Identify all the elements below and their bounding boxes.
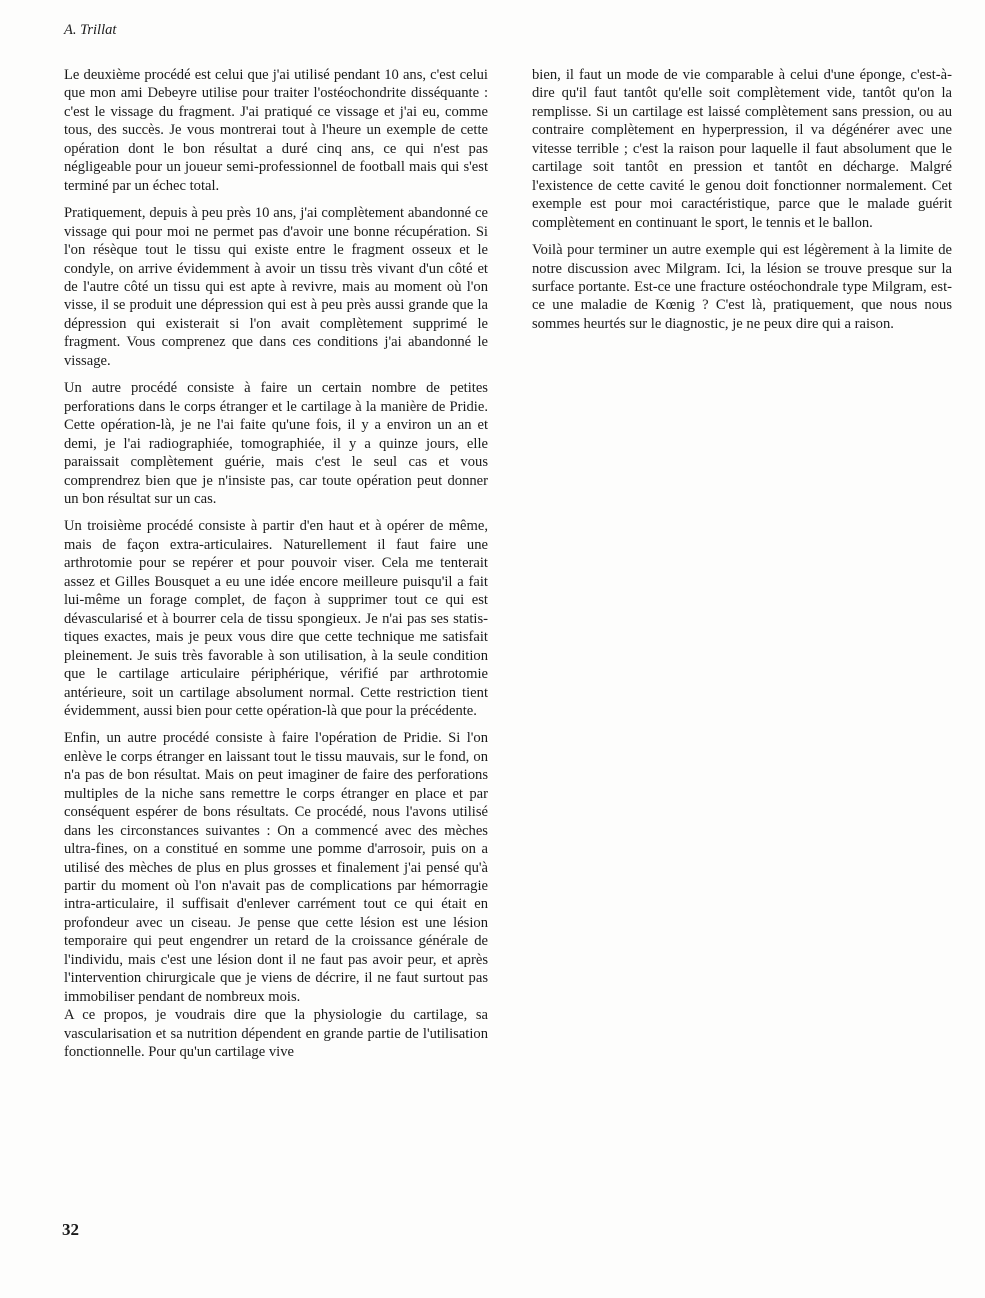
paragraph-physiologie-cartilage: A ce propos, je voudrais dire que la physiologie du cartilage, sa vascularisation et sa nutrition dépendent en grande partie de l'utilisation fonctionnelle. Pour qu'un cartilage vive xyxy=(64,1007,488,1061)
right-column xyxy=(532,66,952,342)
paragraph-abandon-vissage: Pratiquement, depuis à peu près 10 ans, j'ai complètement abandonné ce vissage qui pour moi ne permet pas d'avoir une bonne récupération. Si l'on résèque tout le tissu qui existe entre le fragment osseux et le condyle, on arrive évidemment à avoir un tissu très vivant d'un côté et de l'autre côté un tissu qui est apte à revivre, mais au moment où l'on visse, il se produit une dépression qui est à peu près aussi grande que la dépression qui existerait si l'on avait complètement supprimé le fragment. Vous comprenez que dans ces conditions j'ai abandonné le vissage. xyxy=(64,205,488,369)
paragraph-eponge: bien, il faut un mode de vie comparable à celui d'une éponge, c'est-à-dire qu'il faut tantôt qu'elle soit complètement vide, tantôt qu'on la remplisse. Si un cartilage est laissé complètement sans pression, ou au contraire complètement en hyperpression, il va dégénérer avec une vitesse terrible ; c'est la raison pour laquelle il faut absolument que le cartilage soit tantôt en pression et tantôt en décharge. Malgré l'existence de cette cavité le genou doit fonctionner normalement. Cet exemple est pour moi caractéristique, parce que le malade guérit complètement en continuant le sport, le tennis et le ballon. xyxy=(532,67,952,231)
page-number: 32 xyxy=(62,1220,79,1239)
paragraph-operation-pridie: Enfin, un autre procédé consiste à faire l'opération de Pridie. Si l'on enlève le corps étranger en laissant tout le tissu mauvais, sur le fond, on n'a pas de bon résultat. Mais on peut imaginer de faire des perforations multiples de la niche sans remettre le corps étranger en place et par conséquent espérer de bons résultats. Ce procédé, nous l'avons utilisé dans les circonstances suivantes : On a commencé avec des mèches ultra-fines, on a constitué en somme une pomme d'arrosoir, puis on a utilisé des mèches de plus en plus grosses et finalement j'ai pensé qu'à partir du moment où l'on n'avait pas de complications par hémorragie intra-articulaire, il suffisait d'enlever carrément tout ce qui était en profondeur avec un ciseau. Je pense que cette lésion est une lésion temporaire qui peut engendrer un retard de la croissance générale de l'individu, mais c'est une lésion dont il ne faut pas avoir peur, et après l'intervention chirurgicale que je viens de décrire, il ne faut surtout pas immobiliser pendant de nombreux mois. xyxy=(64,730,488,1005)
paragraph-vissage: Le deuxième procédé est celui que j'ai utilisé pendant 10 ans, c'est celui que mon ami Debeyre utilise pour traiter l'ostéochondrite disséquante : c'est le vissage du fragment. J'ai pratiqué ce vissage et j'ai eu, comme tous, des succès. Je vous montrerai tout à l'heure un exemple de cette opération dont le bon résultat a duré cinq ans, ce qui n'est pas négligeable pour un joueur semi-professionnel de football mais qui s'est terminé par un échec total. xyxy=(64,67,488,194)
paragraph-dernier-exemple: Voilà pour terminer un autre exemple qui est légèrement à la limite de notre discussion avec Milgram. Ici, la lésion se trouve presque sur la surface portante. Est-ce une fracture ostéochondrale type Milgram, est-ce une maladie de Kœnig ? C'est là, pratiquement, que nous nous sommes heurtés sur le diagnostic, je ne peux dire qui a raison. xyxy=(532,242,952,332)
left-column xyxy=(64,66,488,1071)
paragraph-perforations-pridie: Un autre procédé consiste à faire un certain nombre de petites perforations dans le corps étranger et le cartilage à la manière de Pridie. Cette opération-là, je ne l'ai faite qu'une fois, il y a environ un an et demi, je l'ai radiographiée, tomographiée, il y a quinze jours, elle paraissait complètement guérie, mais c'est le seul cas et vous comprendrez bien que je n'insiste pas, car toute opération peut donner un bon résultat sur un cas. xyxy=(64,380,488,507)
running-header-author: A. Trillat xyxy=(64,22,117,38)
paragraph-troisieme-procede: Un troisième procédé consiste à partir d'en haut et à opérer de même, mais de façon extra-articulaires. Naturellement il faut faire une arthrotomie pour se repérer et pour pouvoir viser. Cela me tenterait assez et Gilles Bousquet a eu une idée encore meilleure puisqu'il a fait lui-même un forage complet, de façon à supprimer tout ce qui est dévascularisé et à bourrer cela de tissu spongieux. Je n'ai pas ses statistiques exactes, mais je peux vous dire que cette technique me satisfait pleinement. Je suis très favorable à son utilisation, à la seule condition que le cartilage articulaire périphérique, vérifié par arthrotomie antérieure, soit un cartilage absolument normal. Cette restriction tient évidemment, aussi bien pour cette opération-là que pour la précédente. xyxy=(64,518,488,719)
